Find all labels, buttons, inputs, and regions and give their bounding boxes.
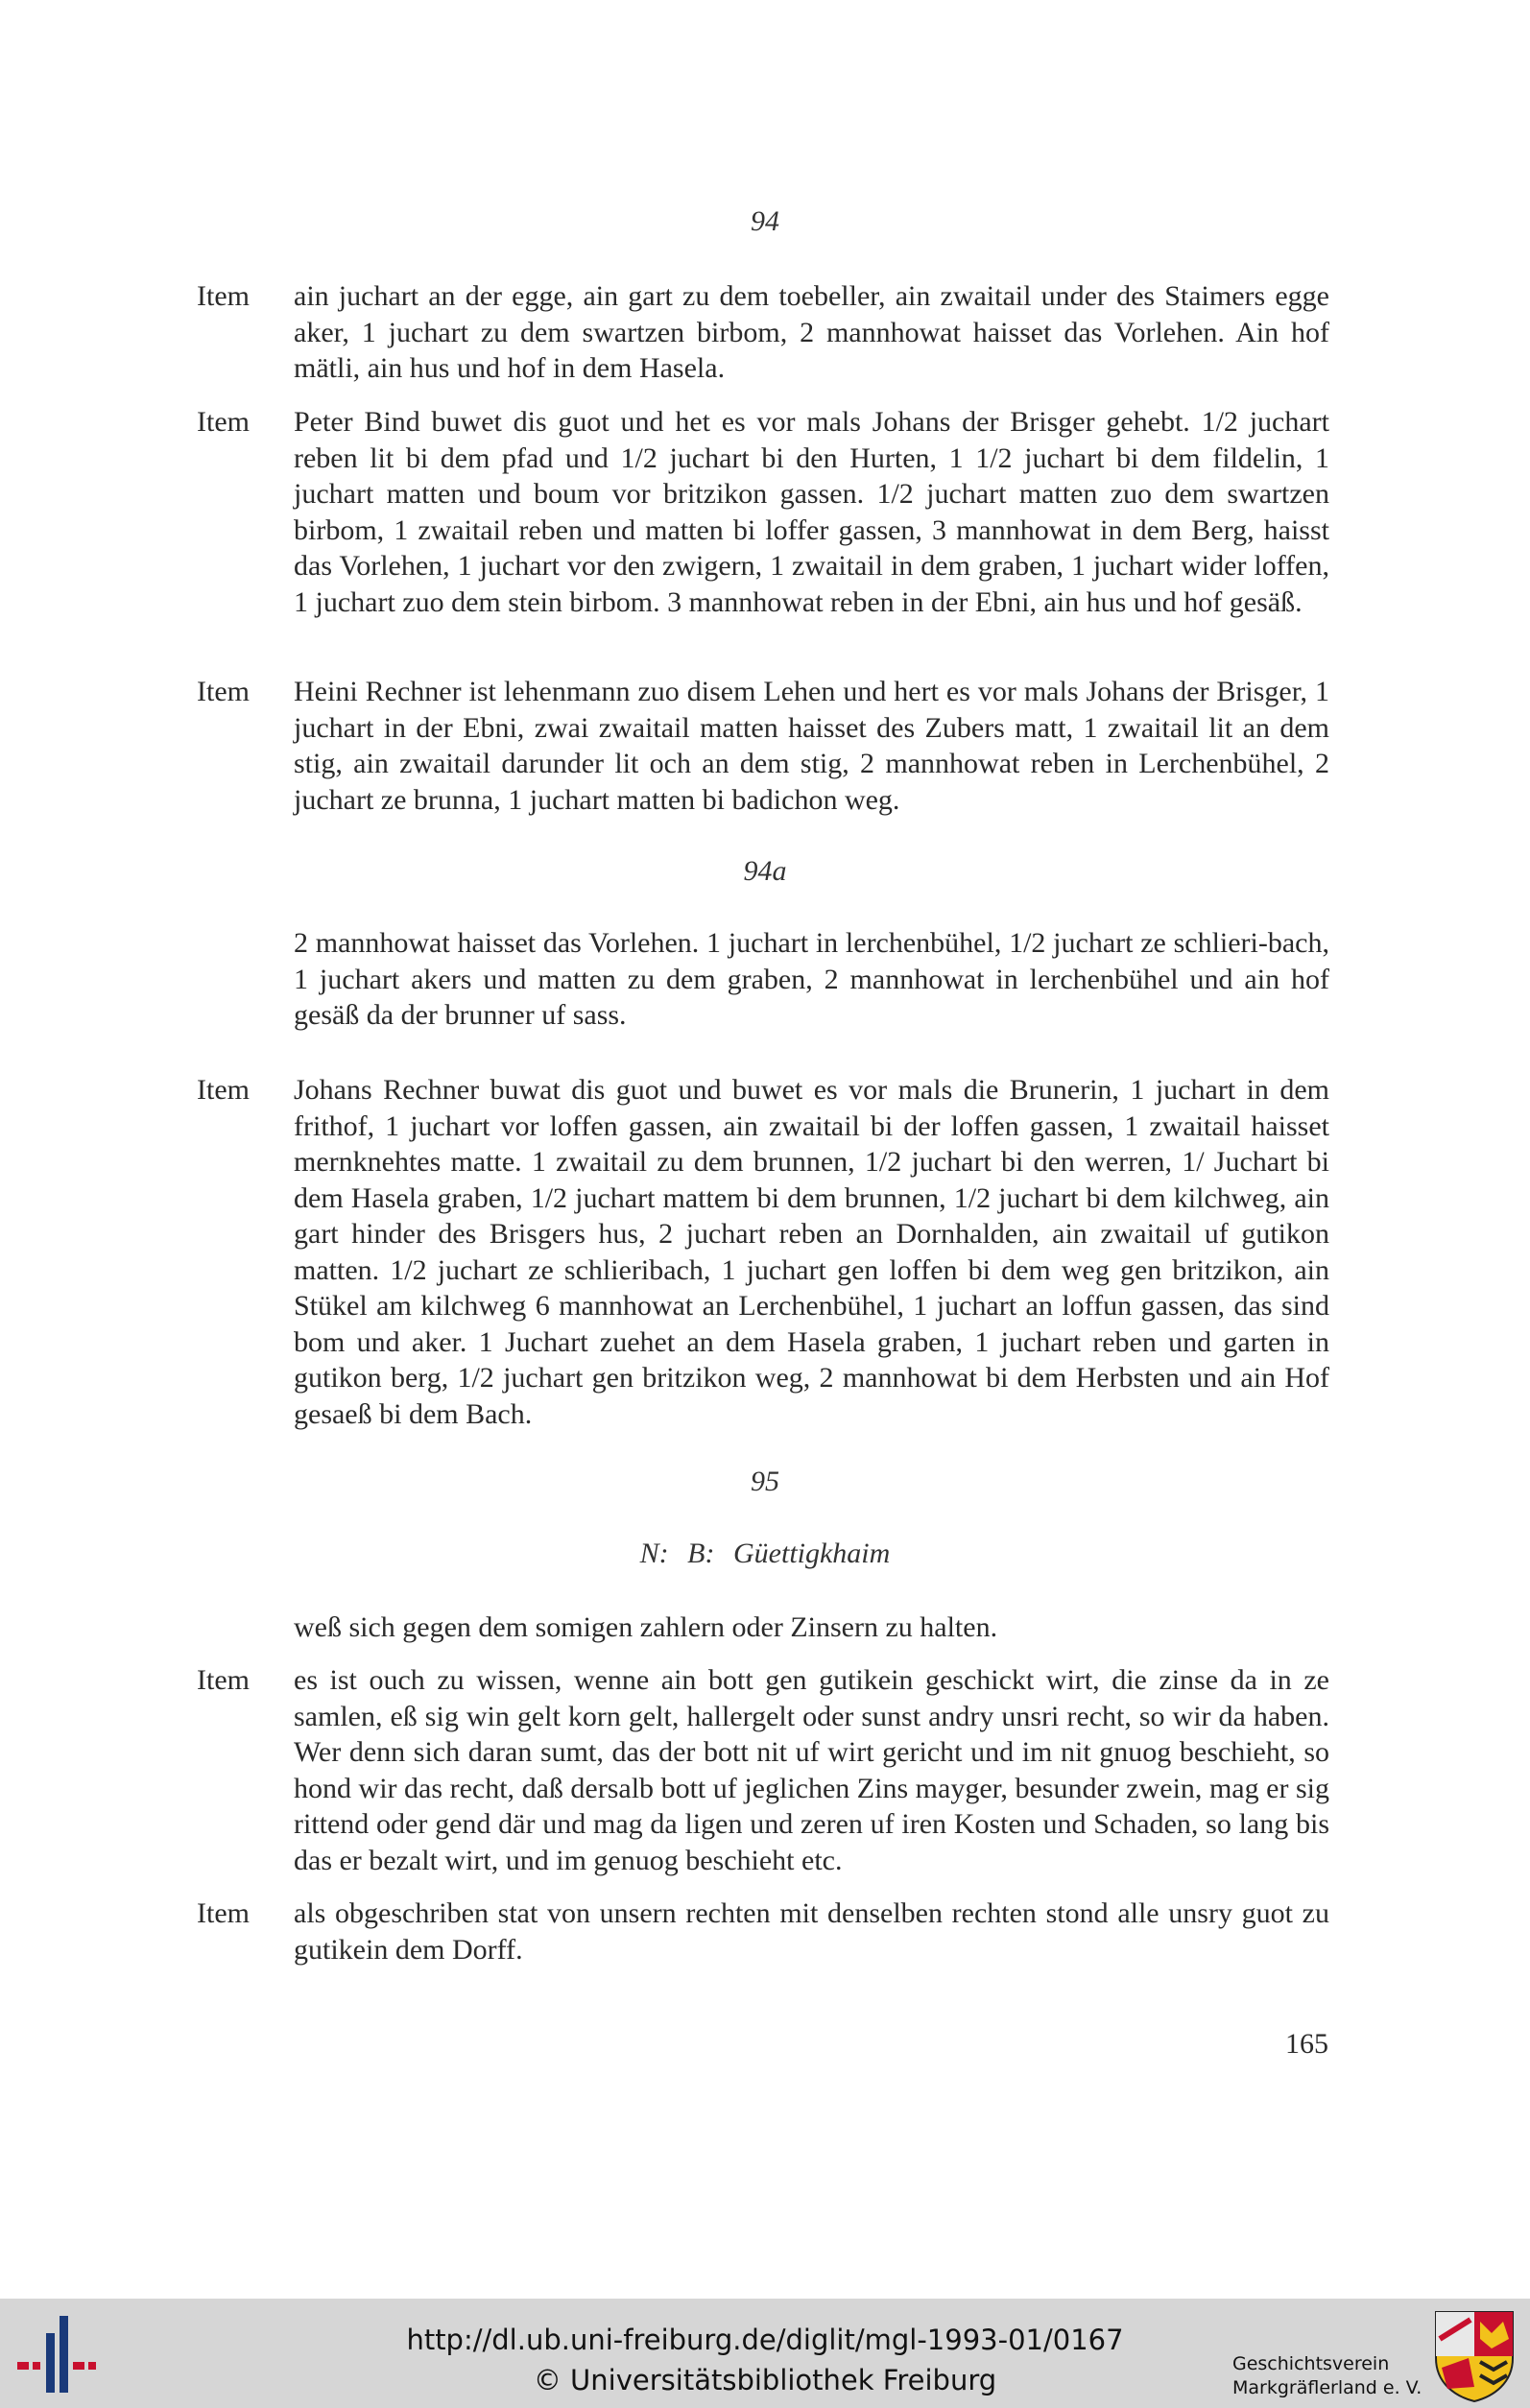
coat-of-arms-icon	[1434, 2310, 1515, 2402]
entry-label: Item	[197, 406, 250, 438]
society-name	[1232, 2352, 1422, 2400]
entry-text: als obgeschriben stat von unsern rechten mit denselben rechten stond alle unsry guot zu gutikein dem Dorff.	[294, 1897, 1329, 1966]
society-name-line: Markgräflerland e. V.	[1232, 2377, 1422, 2398]
entry-text: ain juchart an der egge, ain gart zu dem toebeller, ain zwaitail under des Staimers egge aker, 1 juchart zu dem swartzen birbom, 2 mannhowat haisset das Vorlehen. Ain hof mätli, ain hus und hof in dem Hasela.	[294, 280, 1329, 384]
heading-part: N:	[639, 1538, 669, 1569]
copyright-notice: © Universitätsbibliothek Freiburg	[533, 2364, 997, 2396]
footer-bar	[0, 2299, 1530, 2408]
page-number-94a: 94a	[743, 855, 787, 887]
society-name-line: Geschichtsverein	[1232, 2353, 1390, 2374]
entry-label: Item	[197, 1664, 250, 1696]
page-number-94: 94	[751, 205, 779, 237]
entry-text: es ist ouch zu wissen, wenne ain bott gen gutikein geschickt wirt, die zinse da in ze samlen, eß sig win gelt korn gelt, hallergelt oder sunst andry unsri recht, so wir da haben. Wer denn sich daran sumt, das der bott nit uf wirt gericht und im nit gnuog beschieht, so hond wir das recht, daß dersalb bott uf jeglichen Zins mayger, besunder zwein, mag er sig rittend oder gend där und mag da ligen und zeren uf iren Kosten und Schaden, so lang bis das er bezalt wirt, und im genuog beschieht etc.	[294, 1664, 1329, 1876]
section-heading	[0, 1538, 1530, 1570]
entry-text: Peter Bind buwet dis guot und het es vor mals Johans der Brisger gehebt. 1/2 juchart reben lit bi dem pfad und 1/2 juchart bi den Hurten, 1 1/2 juchart bi dem fildelin, 1 juchart matten und boum vor britzikon gassen. 1/2 juchart matten zuo dem swartzen birbom, 1 zwaitail reben und matten bi loffer gassen, 3 mannhowat in dem Berg, haisst das Vorlehen, 1 juchart vor den zwigern, 1 zwaitail in dem graben, 1 juchart wider loffen, 1 juchart zuo dem stein birbom. 3 mannhowat reben in der Ebni, ain hus und hof gesäß.	[294, 406, 1329, 618]
page-number-95: 95	[751, 1466, 779, 1497]
entry-label: Item	[197, 1074, 250, 1106]
entry-text: Johans Rechner buwat dis guot und buwet es vor mals die Brunerin, 1 juchart in dem frithof, 1 juchart vor loffen gassen, ain zwaitail bi der loffen gassen, 1 zwaitail haisset mernknehtes matte. 1 zwaitail zu dem brunnen, 1/2 juchart bi den werren, 1/ Juchart bi dem Hasela graben, 1/2 juchart mattem bi dem brunnen, 1/2 juchart bi dem kilchweg, ain gart hinder des Brisgers hus, 2 juchart reben an Dornhalden, ain zwaitail uf gutikon matten. 1/2 juchart ze schlieribach, 1 juchart gen loffen bi dem weg gen britzikon, ain Stükel am kilchweg 6 mannhowat an Lerchenbühel, 1 juchart an loffun gassen, das sind bom und aker. 1 Juchart zuehet an dem Hasela graben, 1 juchart reben und garten in gutikon berg, 1/2 juchart gen britzikon weg, 2 mannhowat bi dem Herbsten und ain Hof gesaeß bi dem Bach.	[294, 1074, 1329, 1430]
entry-text: 2 mannhowat haisset das Vorlehen. 1 juchart in lerchenbühel, 1/2 juchart ze schlieri-bach, 1 juchart akers und matten zu dem graben, 2 mannhowat in lerchenbühel und ain hof gesäß da der brunner uf sass.	[294, 927, 1329, 1031]
entry-label: Item	[197, 280, 250, 312]
folio-number: 165	[1285, 2028, 1328, 2060]
entry-label: Item	[197, 676, 250, 707]
heading-part: Güettigkhaim	[733, 1538, 891, 1569]
entry-text: Heini Rechner ist lehenmann zuo disem Lehen und hert es vor mals Johans der Brisger, 1 juchart in der Ebni, zwai zwaitail matten haisset des Zubers matt, 1 zwaitail lit an dem stig, ain zwaitail darunder lit och an dem stig, 2 mannhowat reben in Lerchenbühel, 2 juchart ze brunna, 1 juchart matten bi badichon weg.	[294, 676, 1329, 816]
entry-text: weß sich gegen dem somigen zahlern oder Zinsern zu halten.	[294, 1611, 998, 1643]
heading-part: B:	[687, 1538, 715, 1569]
document-url-link[interactable]: http://dl.ub.uni-freiburg.de/diglit/mgl-1993-01/0167	[406, 2324, 1124, 2356]
entry-label: Item	[197, 1897, 250, 1929]
